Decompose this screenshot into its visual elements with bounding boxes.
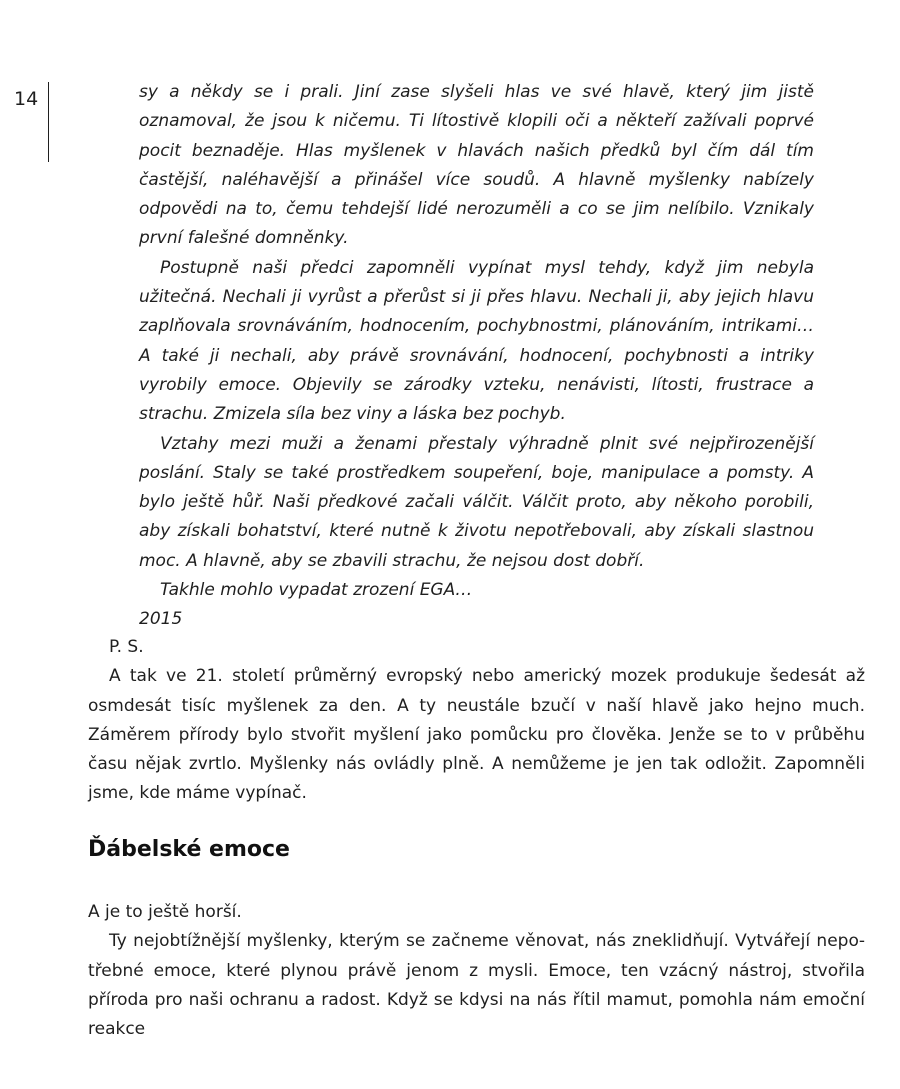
quote-closing: Takhle mohlo vypadat zrození EGA… <box>160 580 473 601</box>
section-paragraph: Ty nejobtížnější myšlenky, kterým se začneme věnovat, nás zneklidňují. Vytvářejí nepotřebné emoce, které plynou právě jenom z mysli. Emoce, ten vzácný nástroj, stvořila příroda pro naši ochranu a radost. Když se kdysi na nás řítil mamut, pomohla nám emoční reakce <box>88 931 865 1040</box>
section-body <box>88 898 865 1044</box>
postscript <box>88 633 865 809</box>
quote-paragraph-2: Postupně naši předci zapomněli vypínat mysl tehdy, když jim nebyla užitečná. Nechali ji vyrůst a přerůst si ji přes hlavu. Nechali ji, aby jejich hlavu zaplňovala srovnáváním, hodnocením, pochybnostmi, plánováním, intrikami… A také ji nechali, aby právě srovnávání, hodnocení, pochybnosti a intriky vyrobily emoce. Objevily se zárodky vzteku, nenávisti, lítosti, frustrace a strachu. Zmizela síla bez viny a láska bez pochyb. <box>139 257 814 425</box>
quote-year: 2015 <box>139 609 183 630</box>
quote-paragraph-1: sy a někdy se i prali. Jiní zase slyšeli hlas ve své hlavě, který jim jistě oznamoval, že jsou k ničemu. Ti lítostivě klopili oči a někteří zažívali poprvé pocit beznaděje. Hlas myšlenek v hlavách našich předků byl čím dál tím častější, naléhavější a přinášel více soudů. A hlavně myšlenky nabízely odpovědi na to, čemu tehdejší lidé nerozuměli a co se jim nelíbilo. Vznikaly první falešné domněnky. <box>139 82 814 249</box>
section-heading: Ďábelské emoce <box>88 837 290 862</box>
quote-paragraph-3: Vztahy mezi muži a ženami přestaly výhradně plnit své nejpřirozenější poslání. Staly se také prostředkem soupeření, boje, manipulace a pomsty. A bylo ještě hůř. Naši předkové začali válčit. Válčit proto, aby někoho porobili, aby získali bohatství, které nutně k životu nepotřebovali, aby získali slastnou moc. A hlavně, aby se zbavili strachu, že nejsou dost dobří. <box>139 433 814 571</box>
quoted-passage <box>139 78 814 635</box>
section-intro: A je to ještě horší. <box>88 902 242 922</box>
margin-rule <box>48 82 49 162</box>
postscript-label: P. S. <box>109 637 144 657</box>
page-number: 14 <box>14 88 39 110</box>
postscript-paragraph: A tak ve 21. století průměrný evropský nebo americký mozek produkuje šedesát až osmdesát tisíc myšlenek za den. A ty neustále bzučí v naší hlavě jako hejno much. Záměrem přírody bylo stvořit myšlení jako pomůcku pro člověka. Jenže se to v průběhu času nějak zvrtlo. Myšlenky nás ovládly plně. A nemůžeme je jen tak odložit. Zapomněli jsme, kde máme vypínač. <box>88 666 865 804</box>
